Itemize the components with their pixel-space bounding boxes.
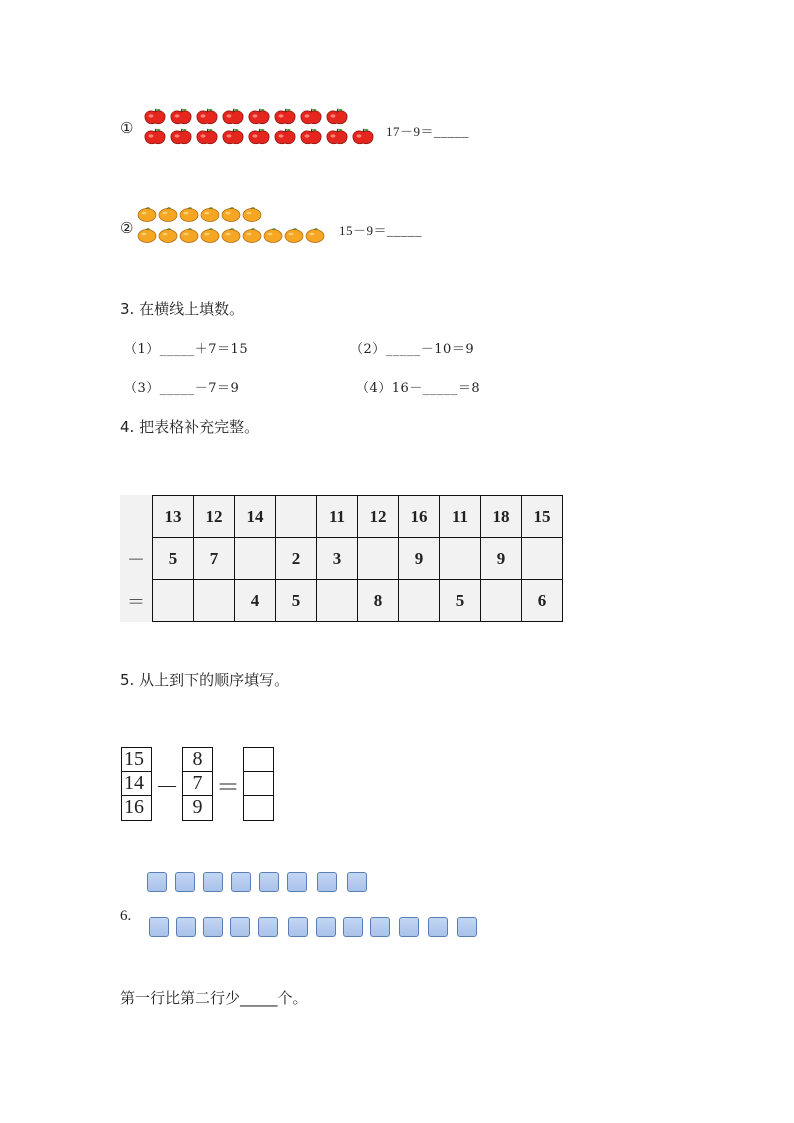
question-3-title: 3. 在横线上填数。 — [120, 300, 245, 318]
orange-icon — [221, 227, 241, 243]
apple-row-top — [143, 108, 375, 126]
block-icon — [259, 872, 279, 892]
row-operator-label: － — [127, 549, 145, 570]
left-number: 14 — [122, 772, 151, 796]
left-number: 15 — [122, 748, 151, 772]
orange-icon — [200, 206, 220, 222]
number-cell: 14 — [235, 496, 276, 538]
block-row-top — [147, 872, 367, 892]
block-icon — [288, 917, 308, 937]
apple-icon — [143, 108, 167, 126]
q3-item-2: （2）_____－10＝9 — [350, 342, 475, 357]
row-operator-label — [120, 496, 153, 538]
apple-icon — [169, 108, 193, 126]
q3-item-1: （1）_____＋7＝15 — [124, 342, 249, 357]
number-cell: 11 — [317, 496, 358, 538]
blank-cell[interactable] — [522, 538, 563, 580]
blank-cell[interactable] — [153, 580, 194, 622]
number-cell: 13 — [153, 496, 194, 538]
number-cell: 16 — [399, 496, 440, 538]
apple-icon — [143, 128, 167, 146]
block-icon — [203, 872, 223, 892]
number-cell: 7 — [194, 538, 235, 580]
block-icon — [370, 917, 390, 937]
number-cell: 3 — [317, 538, 358, 580]
table-row — [120, 538, 563, 580]
q3-item-4: （4）16－_____＝8 — [356, 381, 481, 396]
block-icon — [316, 917, 336, 937]
marker-1: ① — [120, 119, 134, 137]
blank-cell[interactable] — [358, 538, 399, 580]
blank-cell[interactable] — [317, 580, 358, 622]
marker-2: ② — [120, 219, 134, 237]
number-cell: 6 — [522, 580, 563, 622]
q3-item-3: （3）_____－7＝9 — [124, 381, 240, 396]
orange-icon — [200, 227, 220, 243]
minus-sign: － — [155, 774, 179, 801]
question-6-text: 第一行比第二行少_____个。 — [120, 989, 308, 1007]
order-puzzle — [121, 747, 274, 821]
block-icon — [317, 872, 337, 892]
answer-box[interactable] — [244, 772, 273, 796]
number-cell: 2 — [276, 538, 317, 580]
apple-icon — [273, 108, 297, 126]
blank-cell[interactable] — [399, 580, 440, 622]
table-row — [120, 496, 563, 538]
block-icon — [149, 917, 169, 937]
block-icon — [428, 917, 448, 937]
answer-box[interactable] — [244, 748, 273, 772]
equals-sign: ＝ — [216, 774, 240, 801]
number-cell: 11 — [440, 496, 481, 538]
number-cell: 4 — [235, 580, 276, 622]
question-4-title: 4. 把表格补充完整。 — [120, 418, 260, 436]
block-icon — [287, 872, 307, 892]
blank-cell[interactable] — [276, 496, 317, 538]
orange-icon — [137, 206, 157, 222]
block-icon — [258, 917, 278, 937]
orange-group — [137, 206, 325, 243]
number-cell: 5 — [276, 580, 317, 622]
apple-icon — [325, 108, 349, 126]
apple-icon — [247, 128, 271, 146]
apple-icon — [169, 128, 193, 146]
orange-row-bottom — [137, 227, 325, 243]
number-cell: 15 — [522, 496, 563, 538]
number-cell: 9 — [481, 538, 522, 580]
block-icon — [176, 917, 196, 937]
apple-icon — [299, 108, 323, 126]
apple-icon — [221, 128, 245, 146]
fill-table — [120, 495, 563, 622]
table-row — [120, 580, 563, 622]
number-cell: 18 — [481, 496, 522, 538]
question-5-title: 5. 从上到下的顺序填写。 — [120, 671, 290, 689]
block-icon — [399, 917, 419, 937]
orange-icon — [305, 227, 325, 243]
question-6-label: 6. — [120, 908, 132, 924]
blank-cell[interactable] — [194, 580, 235, 622]
orange-icon — [179, 227, 199, 243]
apple-icon — [247, 108, 271, 126]
block-icon — [147, 872, 167, 892]
number-cell: 8 — [358, 580, 399, 622]
block-icon — [203, 917, 223, 937]
blank-cell[interactable] — [481, 580, 522, 622]
orange-icon — [284, 227, 304, 243]
block-icon — [343, 917, 363, 937]
equation-1: 17－9＝_____ — [386, 124, 470, 139]
apple-icon — [273, 128, 297, 146]
block-icon — [230, 917, 250, 937]
orange-icon — [221, 206, 241, 222]
orange-icon — [263, 227, 283, 243]
apple-icon — [195, 128, 219, 146]
orange-icon — [158, 227, 178, 243]
middle-number-stack — [182, 747, 213, 821]
left-number: 16 — [124, 796, 144, 818]
orange-row-top — [137, 206, 325, 222]
orange-icon — [179, 206, 199, 222]
number-cell: 9 — [399, 538, 440, 580]
number-cell: 5 — [440, 580, 481, 622]
equation-2: 15－9＝_____ — [339, 223, 423, 238]
block-icon — [457, 917, 477, 937]
apple-icon — [299, 128, 323, 146]
blank-cell[interactable] — [440, 538, 481, 580]
apple-row-bottom — [143, 128, 375, 146]
apple-icon — [351, 128, 375, 146]
middle-number: 7 — [183, 772, 212, 796]
fill-table-wrapper — [120, 495, 563, 622]
apple-icon — [325, 128, 349, 146]
apple-icon — [221, 108, 245, 126]
number-cell: 12 — [358, 496, 399, 538]
orange-icon — [137, 227, 157, 243]
orange-icon — [158, 206, 178, 222]
left-number-stack — [121, 747, 152, 821]
block-row-bottom — [149, 917, 477, 937]
orange-icon — [242, 227, 262, 243]
orange-icon — [242, 206, 262, 222]
block-icon — [231, 872, 251, 892]
number-cell: 5 — [153, 538, 194, 580]
apple-group — [143, 108, 375, 146]
answer-box[interactable] — [244, 796, 273, 820]
block-icon — [347, 872, 367, 892]
blank-cell[interactable] — [235, 538, 276, 580]
row-operator-label: ＝ — [127, 591, 145, 612]
middle-number: 8 — [183, 748, 212, 772]
number-cell: 12 — [194, 496, 235, 538]
middle-number: 9 — [192, 796, 203, 818]
block-icon — [175, 872, 195, 892]
answer-box-stack — [243, 747, 274, 821]
apple-icon — [195, 108, 219, 126]
